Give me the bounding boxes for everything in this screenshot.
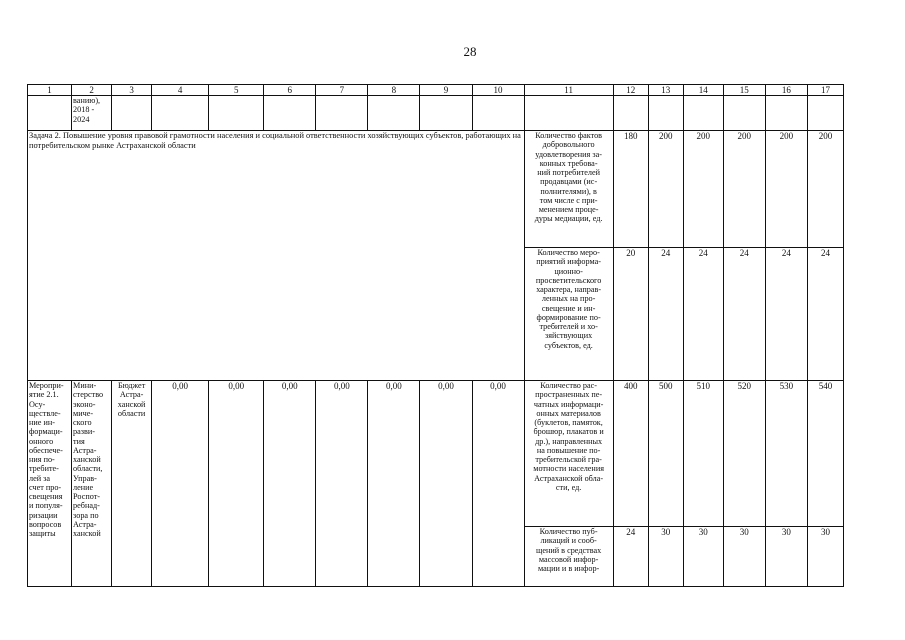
indicator-value: 30 <box>683 527 723 587</box>
measure-funding-source: Бюджет Астра- ханской области <box>117 381 146 418</box>
amount-cell: 0,00 <box>472 381 524 587</box>
amount-cell: 0,00 <box>209 381 264 587</box>
indicator-value: 20 <box>613 248 648 381</box>
indicator-value: 520 <box>723 381 765 527</box>
header-cell: 17 <box>807 85 843 96</box>
indicator-value: 530 <box>765 381 807 527</box>
header-cell: 11 <box>524 85 613 96</box>
indicator-value: 200 <box>807 131 843 248</box>
indicator-value: 200 <box>648 131 683 248</box>
indicator-name: Количество фактов добровольного удовлетворения за- конных требова- ний потребителей продавцами (ис- полнителями), в том числе с при- менением проце- дуры медиации, ед. <box>534 131 603 224</box>
indicator-name: Количество пуб- ликаций и сооб- щений в средствах массовой инфор- мации и в инфор- <box>536 527 602 574</box>
header-cell: 16 <box>765 85 807 96</box>
amount-cell: 0,00 <box>152 381 209 587</box>
indicator-value: 24 <box>683 248 723 381</box>
indicator-value: 30 <box>807 527 843 587</box>
indicator-value: 30 <box>648 527 683 587</box>
header-cell: 9 <box>420 85 472 96</box>
header-cell: 7 <box>316 85 368 96</box>
header-cell: 12 <box>613 85 648 96</box>
header-number-row <box>28 85 844 96</box>
indicator-name: Количество меро- приятий информа- ционно- просветительского характера, направ- ленных на про- свещение и ин- формирование по- требителей и хо- зяйствующих субъектов, ед. <box>535 248 602 350</box>
header-cell: 5 <box>209 85 264 96</box>
indicator-value: 180 <box>613 131 648 248</box>
amount-cell: 0,00 <box>316 381 368 587</box>
header-cell: 14 <box>683 85 723 96</box>
measure-title: Меропри- ятие 2.1. Осу- ществле- ние ин- формаци- онного обеспече- ния по- требите- лей за счет про- свещения и популя- ризации вопросов защиты <box>29 381 64 539</box>
indicator-value: 30 <box>765 527 807 587</box>
indicator-value: 200 <box>765 131 807 248</box>
page-number: 28 <box>463 44 477 59</box>
amount-cell: 0,00 <box>264 381 316 587</box>
indicator-value: 200 <box>723 131 765 248</box>
header-cell: 1 <box>28 85 72 96</box>
task2-text: Задача 2. Повышение уровня правовой грамотности населения и социальной ответственности хозяйствующих субъектов, работающих на потребительском рынке Астраханской области <box>28 131 525 381</box>
amount-cell: 0,00 <box>420 381 472 587</box>
indicator-value: 24 <box>613 527 648 587</box>
header-cell: 10 <box>472 85 524 96</box>
indicator-value: 24 <box>765 248 807 381</box>
continuation-row <box>28 96 844 131</box>
header-cell: 2 <box>72 85 112 96</box>
header-cell: 13 <box>648 85 683 96</box>
indicator-name: Количество рас- пространенных пе- чатных информаци- онных материалов (буклетов, памяток, брошюр, плакатов и др.), направленных на повышение по- требительской гра- мотности населения Астраханской обла- сти, ед. <box>533 381 604 492</box>
measure-indicator-row-1 <box>28 381 844 527</box>
program-table <box>27 84 844 587</box>
indicator-value: 510 <box>683 381 723 527</box>
header-cell: 6 <box>264 85 316 96</box>
header-cell: 4 <box>152 85 209 96</box>
indicator-value: 540 <box>807 381 843 527</box>
indicator-value: 200 <box>683 131 723 248</box>
header-cell: 3 <box>112 85 152 96</box>
continuation-text: ванию), 2018 - 2024 <box>73 96 101 124</box>
indicator-value: 500 <box>648 381 683 527</box>
indicator-value: 24 <box>648 248 683 381</box>
header-cell: 15 <box>723 85 765 96</box>
indicator-value: 30 <box>723 527 765 587</box>
amount-cell: 0,00 <box>368 381 420 587</box>
header-cell: 8 <box>368 85 420 96</box>
indicator-value: 24 <box>723 248 765 381</box>
indicator-value: 24 <box>807 248 843 381</box>
indicator-value: 400 <box>613 381 648 527</box>
measure-executor: Мини- стерство эконо- миче- ского разви- тия Астра- ханской области, Управ- ление Роспот- ребнад- зора по Астра- ханской <box>73 381 104 539</box>
task2-indicator-row-1 <box>28 131 844 248</box>
